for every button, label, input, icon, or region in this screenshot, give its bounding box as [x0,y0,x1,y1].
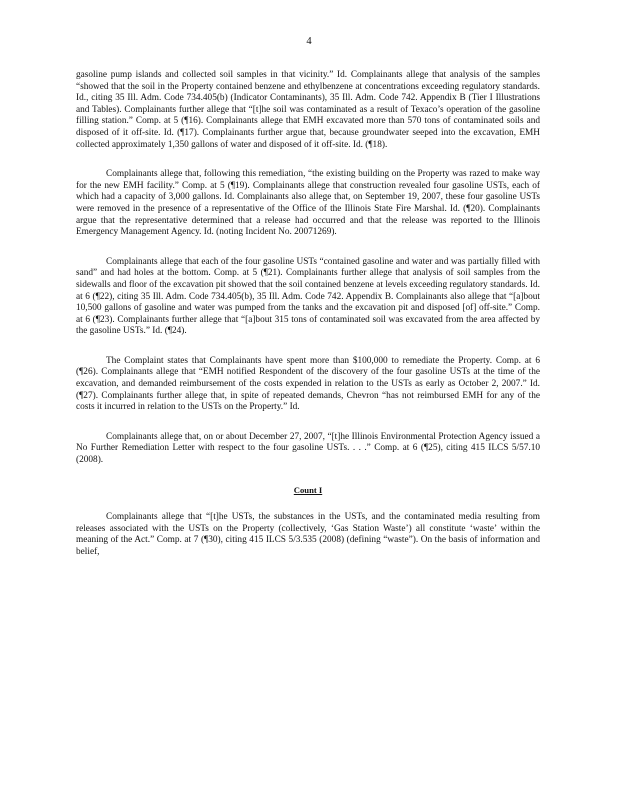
document-body [76,70,540,577]
paragraph-remediation-costs: The Complaint states that Complainants have spent more than $100,000 to remediate the Property. Comp. at 6 (¶26). Complainants allege that “EMH notified Respondent of the discovery of the four gasoline USTs at the time of the excavation, and demanded reimbursement of the costs expended in relation to the USTs as early as October 2, 2007.” Id. (¶27). Complainants further allege that, in spite of repeated demands, Chevron “has not reimbursed EMH for any of the costs it incurred in relation to the USTs on the Property.” Id. [76,355,540,413]
page-number: 4 [306,36,312,47]
paragraph-soil-samples: gasoline pump islands and collected soil samples in that vicinity.” Id. Complainants allege that analysis of the samples “showed that the soil in the Property contained benzene and ethylbenzene at concentrations exceeding regulatory standards. Id., citing 35 Ill. Adm. Code 734.405(b) (Indicator Contaminants), 35 Ill. Adm. Code 742. Appendix B (Tier I Illustrations and Tables). Complainants further allege that “[t]he soil was contaminated as a result of Texaco’s operation of the gasoline filling station.” Comp. at 5 (¶16). Complainants allege that EMH excavated more than 570 tons of contaminated soils and disposed of it off-site. Id. (¶17). Complainants further argue that, because groundwater seeped into the excavation, EMH collected approximately 1,350 gallons of water and disposed of it off-site. Id. (¶18). [76,70,540,150]
paragraph-nfr-letter: Complainants allege that, on or about December 27, 2007, “[t]he Illinois Environmental Protection Agency issued a No Further Remediation Letter with respect to the four gasoline USTs. . . .” Comp. at 6 (¶25), citing 415 ILCS 5/57.10 (2008). [76,431,540,466]
section-heading-count-i: Count I [293,484,323,495]
paragraph-building-razed: Complainants allege that, following this remediation, “the existing building on the Property was razed to make way for the new EMH facility.” Comp. at 5 (¶19). Complainants allege that construction revealed four gasoline USTs, each of which had a capacity of 3,000 gallons. Id. Complainants also allege that, on September 19, 2007, these four gasoline USTs were removed in the presence of a representative of the Office of the Illinois State Fire Marshal. Id. (¶20). Complainants argue that the representative determined that a release had occurred and that the release was reported to the Illinois Emergency Management Agency. Id. (noting Incident No. 20071269). [76,169,540,238]
paragraph-usts-contents: Complainants allege that each of the four gasoline USTs “contained gasoline and water and was partially filled with sand” and had holes at the bottom. Comp. at 5 (¶21). Complainants further allege that analysis of soil samples from the sidewalls and floor of the excavation pit showed that the soil contained benzene at levels exceeding regulatory standards. Id. at 6 (¶22), citing 35 Ill. Adm. Code 734.405(b), 35 Ill. Adm. Code 742. Appendix B. Complainants also allege that “[a]bout 10,500 gallons of gasoline and water was pumped from the tanks and the excavation pit and disposed [of] off-site.” Comp. at 6 (¶23). Complainants further allege that “[a]bout 315 tons of contaminated soil was excavated from the area affected by the gasoline USTs.” Id. (¶24). [76,256,540,337]
paragraph-count-i: Complainants allege that “[t]he USTs, the substances in the USTs, and the contaminated media resulting from releases associated with the USTs on the Property (collectively, ‘Gas Station Waste’) all constitute ‘waste’ within the meaning of the Act.” Comp. at 7 (¶30), citing 415 ILCS 5/3.535 (2008) (defining “waste”). On the basis of information and belief, [76,512,540,557]
